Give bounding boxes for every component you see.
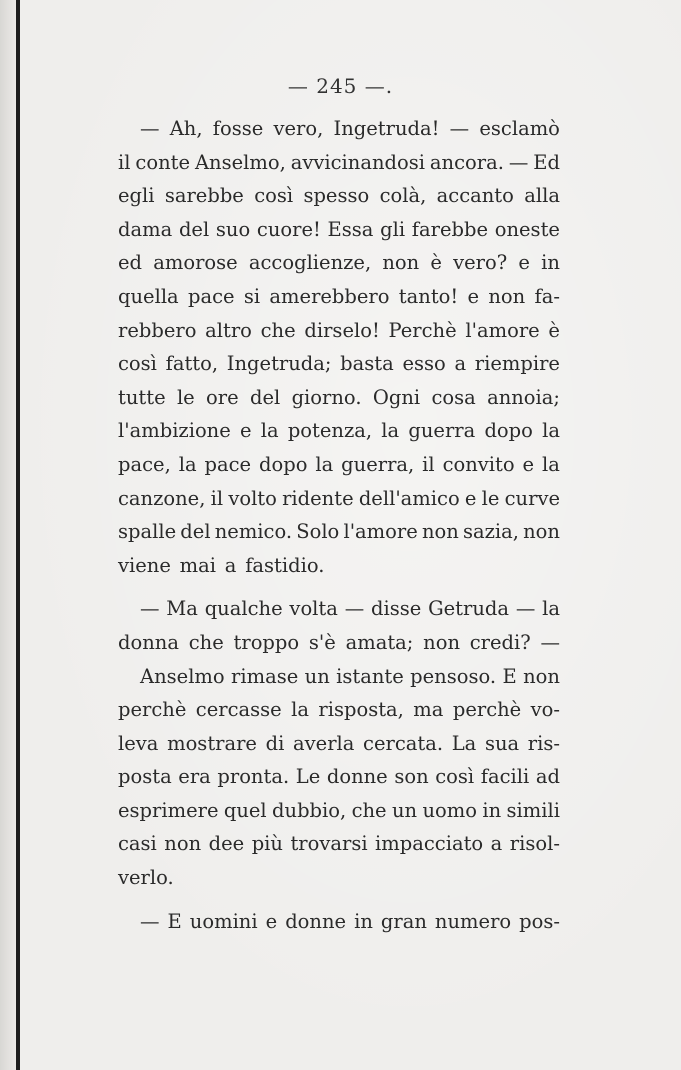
page-number: — 245 —. xyxy=(287,74,394,98)
text-line: donna che troppo s'è amata; non credi? — xyxy=(118,630,560,654)
text-line: — E uomini e donne in gran numero pos- xyxy=(140,909,560,933)
text-line: viene mai a fastidio. xyxy=(118,553,325,577)
text-line: spalle del nemico. Solo l'amore non sazia, non xyxy=(118,520,560,544)
text-line: — Ma qualche volta — disse Getruda — la xyxy=(140,597,560,621)
text-line: il conte Anselmo, avvicinandosi ancora. — Ed xyxy=(118,150,560,174)
body-text xyxy=(118,112,560,938)
text-line: canzone, il volto ridente dell'amico e le curve xyxy=(118,486,560,510)
text-line: posta era pronta. Le donne son così facili ad xyxy=(118,765,560,789)
text-line: casi non dee più trovarsi impacciato a risol- xyxy=(118,832,560,856)
text-line: l'ambizione e la potenza, la guerra dopo la xyxy=(118,419,560,443)
text-line: quella pace si amerebbero tanto! e non fa- xyxy=(118,284,560,308)
text-line: Anselmo rimase un istante pensoso. E non xyxy=(140,664,560,688)
binding-edge xyxy=(16,0,20,1070)
binding-shadow xyxy=(0,0,16,1070)
text-line: — Ah, fosse vero, Ingetruda! — esclamò xyxy=(140,117,560,140)
text-line: ed amorose accoglienze, non è vero? e in xyxy=(118,251,560,275)
text-line: pace, la pace dopo la guerra, il convito e la xyxy=(118,452,560,476)
text-line: perchè cercasse la risposta, ma perchè vo- xyxy=(118,698,560,722)
text-line: dama del suo cuore! Essa gli farebbe oneste xyxy=(118,217,560,241)
text-line: leva mostrare di averla cercata. La sua ris- xyxy=(118,731,560,755)
text-line: tutte le ore del giorno. Ogni cosa annoia; xyxy=(118,385,560,409)
text-line: così fatto, Ingetruda; basta esso a riempire xyxy=(118,352,560,376)
text-line: egli sarebbe così spesso colà, accanto alla xyxy=(118,184,560,208)
text-line: rebbero altro che dirselo! Perchè l'amore è xyxy=(118,318,560,342)
text-line: verlo. xyxy=(118,866,174,890)
text-line: esprimere quel dubbio, che un uomo in simili xyxy=(118,798,560,822)
